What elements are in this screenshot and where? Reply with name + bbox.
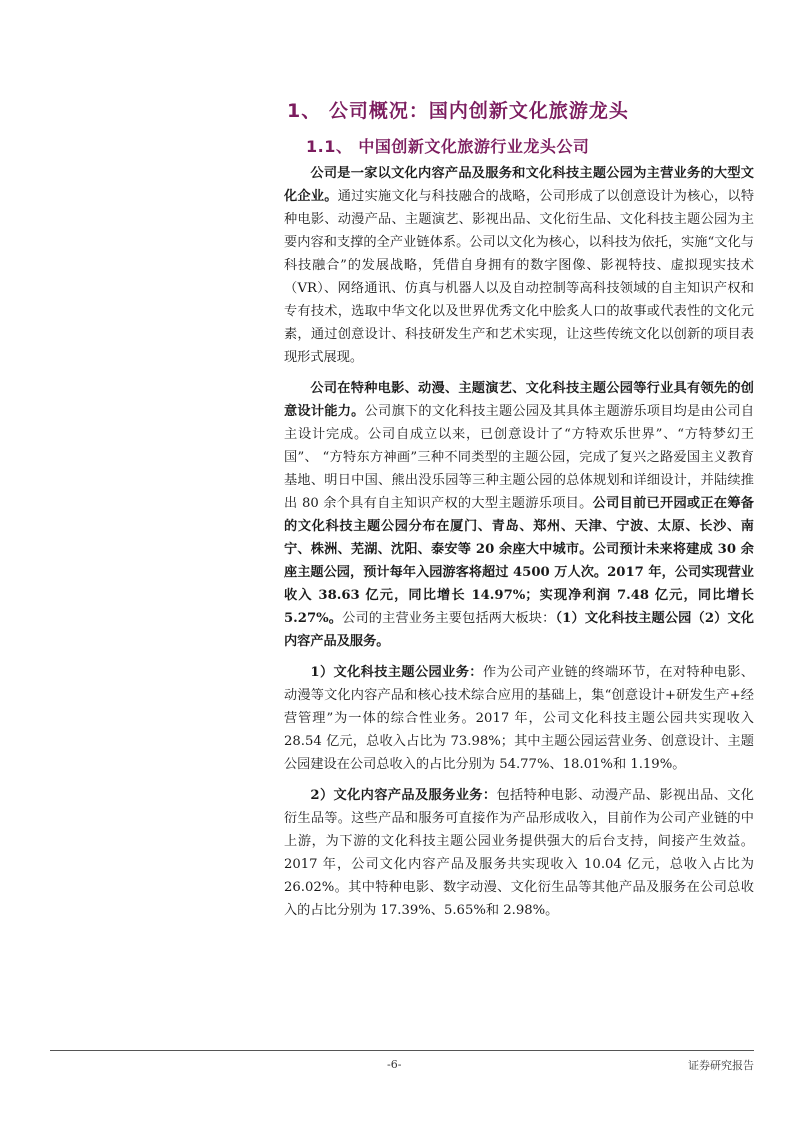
- paragraph-text: 公司旗下的文化科技主题公园及其具体主题游乐项目均是由公司自主设计完成。公司自成立以来，已创意设计了“方特欢乐世界”、“方特梦幻王国”、 “方特东方神画”三种不同类型的主题公园，完成了复兴之路爱国主义教育基地、明日中国、熊出没乐园等三种主题公园的总体规划和详细设计，并陆续推出 80 余个具有自主知识产权的大型主题游乐项目。: [284, 404, 755, 511]
- paragraph-content-business: [284, 784, 754, 922]
- paragraph-lead: 1）文化科技主题公园业务：: [310, 665, 483, 680]
- paragraph-creative-design: [284, 377, 754, 653]
- paragraph-lead: 公司在特种电影、动漫、主题演艺、文化科技主题公园等行业具有领先的创意设计能力。: [284, 381, 754, 419]
- footer-divider: [50, 1050, 754, 1051]
- section-heading: 1、 公司概况：国内创新文化旅游龙头: [287, 100, 629, 122]
- footer-label: 证券研究报告: [688, 1059, 754, 1072]
- paragraph-company-overview: [284, 162, 754, 369]
- paragraph-lead: 公司是一家以文化内容产品及服务和文化科技主题公园为主营业务的大型文化企业。: [284, 166, 754, 204]
- paragraph-highlight: （1）文化科技主题公园（2）文化内容产品及服务。: [284, 611, 754, 649]
- paragraph-text: 公司的主营业务主要包括两大板块：: [342, 611, 556, 626]
- paragraph-text: 通过实施文化与科技融合的战略，公司形成了以创意设计为核心，以特种电影、动漫产品、主题演艺、影视出品、文化衍生品、文化科技主题公园为主要内容和支撑的全产业链体系。公司以文化为核心，以科技为依托，实施“文化与科技融合”的发展战略，凭借自身拥有的数字图像、影视特技、虚拟现实技术（VR）、网络通讯、仿真与机器人以及自动控制等高科技领域的自主知识产权和专有技术，选取中华文化以及世界优秀文化中脍炙人口的故事或代表性的文化元素，通过创意设计、科技研发生产和艺术实现，让这些传统文化以创新的项目表现形式展现。: [284, 189, 755, 365]
- report-body: [284, 162, 754, 930]
- subsection-heading: 1.1、 中国创新文化旅游行业龙头公司: [306, 137, 590, 156]
- paragraph-lead: 2）文化内容产品及服务业务：: [310, 788, 497, 803]
- paragraph-theme-park-business: [284, 661, 754, 776]
- paragraph-highlight: 公司目前已开园或正在筹备的文化科技主题公园分布在厦门、青岛、郑州、天津、宁波、太原、长沙、南宁、株洲、芜湖、沈阳、泰安等 20 余座大中城市。公司预计未来将建成 30 余座主题公园，预计每年入园游客将超过 4500 万人次。2017 年，公司实现营业收入 38.63 亿元，同比增长 14.97%；实现净利润 7.48 亿元，同比增长 5.27%。: [284, 496, 754, 626]
- page-number: -6-: [387, 1058, 402, 1071]
- paragraph-text: 包括特种电影、动漫产品、影视出品、文化衍生品等。这些产品和服务可直接作为产品形成收入，目前作为公司产业链的中上游，为下游的文化科技主题公园业务提供强大的后台支持，间接产生效益。2017 年，公司文化内容产品及服务共实现收入 10.04 亿元，总收入占比为 26.02%。其中特种电影、数字动漫、文化衍生品等其他产品及服务在公司总收入的占比分别为 17.39%、5.65%和 2.98%。: [284, 788, 754, 918]
- paragraph-text: 作为公司产业链的终端环节，在对特种电影、动漫等文化内容产品和核心技术综合应用的基础上，集“创意设计+研发生产+经营管理”为一体的综合性业务。2017 年，公司文化科技主题公园共实现收入 28.54 亿元，总收入占比为 73.98%；其中主题公园运营业务、创意设计、主题公园建设在公司总收入的占比分别为 54.77%、18.01%和 1.19%。: [284, 665, 754, 772]
